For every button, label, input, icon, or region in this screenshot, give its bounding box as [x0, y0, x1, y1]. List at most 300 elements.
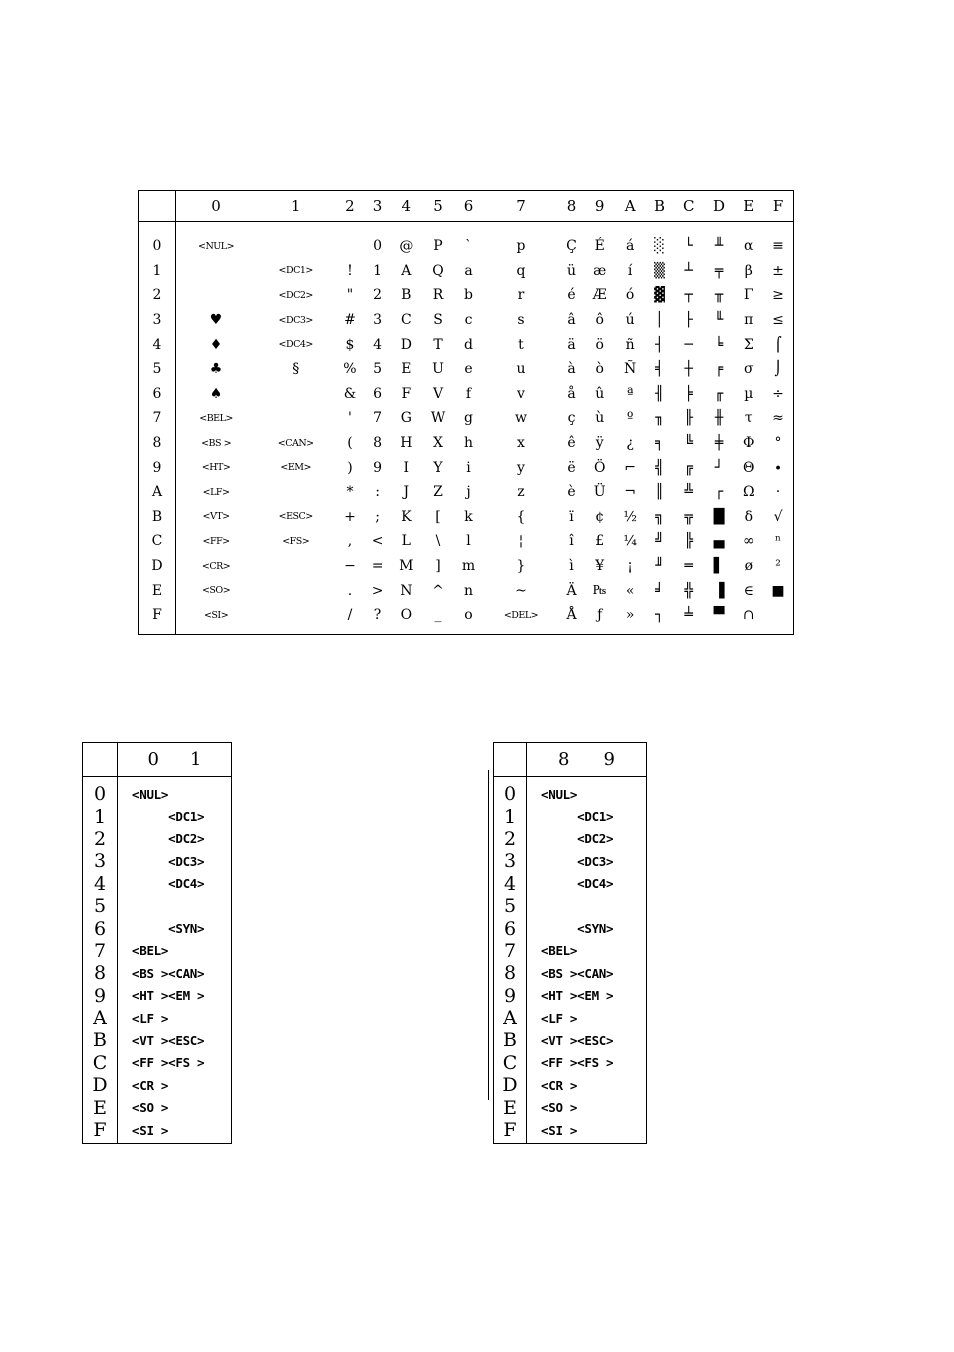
code-cell: w — [514, 410, 527, 427]
code-cell: ▄ — [713, 533, 725, 550]
column-header: B — [645, 191, 674, 222]
control-codes: <CR > — [132, 1077, 169, 1093]
code-cell: <FF> — [202, 535, 230, 547]
control-codes: <BEL> — [132, 943, 169, 959]
code-cell: d — [464, 336, 473, 353]
code-cell: g — [464, 410, 473, 427]
code-cell: ≈ — [772, 410, 784, 427]
code-cell: ┴ — [684, 262, 693, 279]
code-cell: ÷ — [772, 385, 784, 402]
code-cell: l — [466, 533, 471, 550]
table-row — [139, 308, 794, 333]
code-cell: Ä — [566, 582, 577, 599]
code-cell: σ — [744, 361, 754, 378]
code-cell: L — [401, 533, 411, 550]
code-cell: k — [464, 508, 473, 525]
code-cell: r — [517, 287, 525, 304]
code-cell: ≤ — [772, 312, 784, 329]
code-cell: ╪ — [714, 435, 724, 452]
column-header: 0 — [176, 191, 257, 222]
code-cell: } — [516, 558, 526, 575]
code-cell: t — [518, 336, 524, 353]
column-header: 8 — [558, 749, 570, 770]
row-header: 8 — [494, 962, 527, 984]
code-cell: <BEL> — [199, 412, 233, 424]
code-cell: ╠ — [684, 533, 693, 550]
code-cell: C — [400, 312, 412, 329]
code-cell: 1 — [373, 262, 383, 279]
table-row — [494, 1096, 647, 1118]
code-cell: <DC2> — [278, 289, 313, 301]
code-cell: Q — [432, 262, 444, 279]
code-cell: % — [343, 361, 357, 378]
row-header: 6 — [83, 917, 118, 939]
table-row — [83, 1029, 232, 1051]
code-cell: 6 — [373, 385, 383, 402]
code-cell: ┘ — [714, 459, 724, 476]
column-header-group — [527, 743, 647, 777]
code-cell: = — [371, 558, 384, 575]
code-cell: Σ — [743, 336, 754, 353]
column-header-row — [83, 743, 232, 777]
code-cell: ╞ — [684, 385, 693, 402]
row-header: 8 — [83, 962, 118, 984]
code-cell: \ — [435, 533, 441, 550]
row-header: A — [139, 480, 176, 505]
code-cell: <NUL> — [198, 240, 235, 252]
row-header: 7 — [139, 406, 176, 431]
table-row — [83, 962, 232, 984]
code-cell: û — [595, 385, 605, 402]
table-row — [139, 455, 794, 480]
table-row — [494, 917, 647, 939]
table-row — [494, 1119, 647, 1144]
code-cell: ê — [567, 435, 576, 452]
code-cell: ▓ — [654, 287, 665, 304]
control-codes: <FF ><FS > — [132, 1055, 205, 1071]
code-cell: █ — [713, 508, 725, 525]
code-cell: § — [292, 361, 300, 378]
code-cell: ╘ — [714, 336, 724, 353]
code-cell — [256, 406, 335, 431]
table-row — [494, 850, 647, 872]
code-cell: ┌ — [714, 484, 724, 501]
code-cell: s — [517, 312, 525, 329]
code-cell: ¦ — [518, 533, 524, 550]
table-row — [139, 578, 794, 603]
code-cell: ¡ — [627, 558, 633, 575]
code-cell: ä — [567, 336, 576, 353]
column-header: A — [615, 191, 645, 222]
code-cell: ± — [772, 262, 784, 279]
row-header: C — [83, 1052, 118, 1074]
control-code-table-0-1 — [82, 742, 232, 1144]
control-codes: <VT ><ESC> — [132, 1032, 205, 1048]
column-header: D — [704, 191, 735, 222]
control-codes: <DC3> — [541, 853, 614, 869]
table-row — [83, 1096, 232, 1118]
table-row — [139, 505, 794, 530]
column-header: 9 — [584, 191, 615, 222]
code-cell: ┼ — [684, 361, 693, 378]
row-header: 3 — [494, 850, 527, 872]
code-cell: Γ — [743, 287, 754, 304]
code-cell: ] — [435, 558, 441, 575]
code-cell: ╓ — [714, 385, 724, 402]
code-cell: µ — [744, 385, 754, 402]
row-header: 0 — [494, 777, 527, 806]
code-cell: X — [433, 435, 443, 452]
code-cell: ▀ — [713, 607, 725, 624]
row-header: 7 — [83, 940, 118, 962]
table-corner-cell — [83, 743, 118, 777]
code-cell: / — [347, 607, 353, 624]
code-cell: @ — [399, 238, 414, 255]
code-cell — [256, 578, 335, 603]
code-cell: ¬ — [624, 484, 636, 501]
code-cell: ╬ — [684, 582, 693, 599]
code-cell: <CAN> — [277, 437, 314, 449]
table-row — [139, 259, 794, 284]
code-cell: ╫ — [714, 410, 724, 427]
row-header: 5 — [139, 357, 176, 382]
code-cell — [256, 480, 335, 505]
code-cell: ï — [569, 508, 574, 525]
code-cell: V — [432, 385, 444, 402]
row-header: 1 — [139, 259, 176, 284]
code-cell: Ö — [593, 459, 606, 476]
table-row — [83, 917, 232, 939]
code-cell: 2 — [373, 287, 383, 304]
code-cell — [176, 283, 257, 308]
table-row — [83, 1074, 232, 1096]
control-codes: <SYN> — [541, 921, 614, 937]
code-cell: ▌ — [713, 558, 725, 575]
code-cell: ┬ — [684, 287, 693, 304]
row-header: 3 — [139, 308, 176, 333]
row-header: 0 — [83, 777, 118, 806]
table-row — [83, 940, 232, 962]
code-cell: Ü — [593, 484, 606, 501]
code-cell: î — [569, 533, 574, 550]
code-cell: ▒ — [654, 262, 665, 279]
code-cell: + — [344, 508, 356, 525]
code-cell: ' — [348, 410, 352, 427]
control-codes: <BEL> — [541, 943, 578, 959]
code-cell: 9 — [373, 459, 383, 476]
column-header: F — [763, 191, 793, 222]
code-cell: * — [346, 484, 354, 501]
row-header: D — [83, 1074, 118, 1096]
code-cell: Y — [433, 459, 443, 476]
control-codes: <NUL> — [541, 786, 578, 802]
control-codes: <DC4> — [132, 876, 205, 892]
row-header: D — [139, 554, 176, 579]
code-cell: ⌠ — [774, 336, 782, 353]
code-cell: É — [594, 238, 605, 255]
code-cell: ≡ — [772, 238, 784, 255]
code-cell: ₧ — [592, 582, 607, 599]
code-cell: ! — [347, 262, 353, 279]
row-header: 2 — [494, 828, 527, 850]
code-cell: <FS> — [282, 535, 310, 547]
code-cell: Z — [433, 484, 443, 501]
control-code-table-body — [83, 777, 232, 1144]
code-cell: √ — [773, 508, 783, 525]
code-cell: δ — [744, 508, 753, 525]
code-cell: Ñ — [624, 361, 637, 378]
table-row — [494, 1074, 647, 1096]
code-cell: £ — [595, 533, 605, 550]
row-header: 6 — [494, 917, 527, 939]
row-header: F — [139, 603, 176, 634]
table-row — [83, 1119, 232, 1144]
code-cell — [256, 222, 335, 259]
code-cell: ╒ — [714, 361, 724, 378]
code-cell: Ω — [742, 484, 755, 501]
code-cell: <EM> — [280, 462, 311, 474]
code-cell: ) — [347, 459, 353, 476]
code-cell: A — [401, 262, 412, 279]
table-row — [83, 1052, 232, 1074]
column-header: 7 — [483, 191, 559, 222]
row-header: 2 — [83, 828, 118, 850]
code-cell: " — [346, 287, 354, 304]
table-row — [83, 805, 232, 827]
code-cell: ╜ — [655, 558, 664, 575]
code-cell: ┤ — [655, 336, 664, 353]
code-cell: ╦ — [684, 508, 693, 525]
character-code-table — [138, 190, 794, 635]
code-cell: β — [744, 262, 753, 279]
code-cell: u — [516, 361, 526, 378]
row-header: 4 — [494, 873, 527, 895]
control-code-table-body — [494, 777, 647, 1144]
code-cell: ü — [567, 262, 577, 279]
code-cell: E — [401, 361, 412, 378]
code-cell: ╨ — [714, 238, 724, 255]
code-cell: ø — [744, 558, 753, 575]
code-cell: ö — [595, 336, 604, 353]
row-header: B — [494, 1029, 527, 1051]
code-cell: ≥ — [772, 287, 784, 304]
code-cell: » — [625, 607, 635, 624]
code-cell: è — [567, 484, 576, 501]
column-header: 2 — [335, 191, 364, 222]
code-cell: . — [347, 582, 353, 599]
control-codes: <SI > — [541, 1122, 578, 1138]
code-cell: Æ — [592, 287, 607, 304]
table-row — [83, 873, 232, 895]
table-row — [139, 529, 794, 554]
row-header: 5 — [83, 895, 118, 917]
code-cell: P — [433, 238, 443, 255]
row-header: E — [494, 1096, 527, 1118]
column-header: 5 — [422, 191, 454, 222]
code-cell: á — [625, 238, 635, 255]
code-cell: └ — [684, 238, 693, 255]
row-header: A — [494, 1007, 527, 1029]
table-row — [83, 1007, 232, 1029]
code-cell: ─ — [684, 336, 693, 353]
code-cell: e — [464, 361, 473, 378]
code-cell: J — [403, 484, 410, 501]
table-row — [83, 895, 232, 917]
code-cell: Ç — [566, 238, 577, 255]
row-header: 7 — [494, 940, 527, 962]
code-cell: ═ — [684, 558, 693, 575]
code-cell: ∞ — [742, 533, 755, 550]
code-cell: ; — [375, 508, 380, 525]
code-cell: W — [430, 410, 446, 427]
code-cell: α — [744, 238, 754, 255]
code-cell: ⁿ — [775, 533, 782, 550]
row-header: 9 — [139, 455, 176, 480]
code-cell: ▐ — [713, 582, 725, 599]
table-row — [494, 873, 647, 895]
code-cell: ¥ — [595, 558, 605, 575]
table-row — [494, 1029, 647, 1051]
code-cell: D — [400, 336, 412, 353]
code-cell: ╝ — [655, 533, 664, 550]
control-code-table-8-9 — [493, 742, 647, 1144]
code-cell: ╥ — [714, 287, 724, 304]
code-cell: [ — [435, 508, 441, 525]
code-cell: à — [567, 361, 576, 378]
code-cell: ì — [569, 558, 574, 575]
code-cell: · — [775, 484, 781, 501]
control-codes: <HT ><EM > — [132, 988, 205, 1004]
code-cell — [256, 554, 335, 579]
code-cell: ¢ — [595, 508, 605, 525]
row-header: 0 — [139, 222, 176, 259]
row-header: 4 — [139, 332, 176, 357]
code-cell: â — [567, 312, 576, 329]
row-header: 8 — [139, 431, 176, 456]
code-cell: B — [401, 287, 412, 304]
table-row — [83, 850, 232, 872]
table-row — [139, 406, 794, 431]
row-header: B — [139, 505, 176, 530]
control-codes: <SI > — [132, 1122, 169, 1138]
row-header: E — [83, 1096, 118, 1118]
code-cell: <DEL> — [503, 609, 539, 621]
code-cell: p — [516, 238, 526, 255]
control-codes: <NUL> — [132, 786, 169, 802]
row-header: 9 — [494, 985, 527, 1007]
row-header: 9 — [83, 985, 118, 1007]
control-codes: <SO > — [541, 1100, 578, 1116]
code-cell: ╣ — [655, 459, 664, 476]
code-cell: Å — [566, 607, 577, 624]
code-cell — [256, 382, 335, 407]
code-cell: U — [432, 361, 444, 378]
control-codes: <VT ><ESC> — [541, 1032, 614, 1048]
code-cell: I — [403, 459, 410, 476]
code-cell: ÿ — [595, 435, 604, 452]
code-cell: K — [401, 508, 412, 525]
code-cell: ╡ — [655, 361, 664, 378]
code-cell: x — [517, 435, 525, 452]
table-row — [139, 431, 794, 456]
code-cell: $ — [345, 336, 355, 353]
code-cell: ╗ — [655, 508, 664, 525]
code-cell: Θ — [743, 459, 755, 476]
control-codes: <BS ><CAN> — [132, 965, 205, 981]
row-header: B — [83, 1029, 118, 1051]
code-cell: ú — [625, 312, 635, 329]
control-codes: <BS ><CAN> — [541, 965, 614, 981]
control-codes: <DC1> — [541, 809, 614, 825]
code-cell: ° — [774, 435, 782, 452]
code-cell: ╟ — [684, 410, 693, 427]
control-codes: <DC1> — [132, 809, 205, 825]
code-cell: ⌐ — [624, 459, 636, 476]
column-header: 1 — [190, 749, 202, 770]
table-corner-cell — [494, 743, 527, 777]
control-codes: <CR > — [541, 1077, 578, 1093]
table-row — [139, 554, 794, 579]
code-cell: ¼ — [623, 533, 637, 550]
code-cell: ` — [465, 238, 473, 255]
code-cell: 0 — [373, 238, 383, 255]
code-cell: <DC4> — [278, 339, 313, 351]
margin-line — [488, 770, 489, 1100]
table-row — [139, 332, 794, 357]
code-cell: ╔ — [684, 459, 693, 476]
code-cell: ╚ — [684, 435, 693, 452]
column-header: 4 — [391, 191, 423, 222]
code-cell: ù — [595, 410, 605, 427]
code-cell: > — [371, 582, 384, 599]
row-header: F — [83, 1119, 118, 1144]
code-cell: f — [465, 385, 472, 402]
table-row — [139, 480, 794, 505]
column-header: 1 — [256, 191, 335, 222]
control-codes: <SO > — [132, 1100, 169, 1116]
code-cell: ⌡ — [774, 361, 782, 378]
code-cell: ╧ — [684, 607, 693, 624]
code-cell: ♣ — [209, 361, 223, 378]
code-cell: <DC3> — [278, 314, 313, 326]
code-cell: ô — [595, 312, 604, 329]
code-cell: <BS > — [201, 437, 232, 449]
code-cell: S — [433, 312, 443, 329]
code-cell: 8 — [373, 435, 383, 452]
control-codes: <LF > — [541, 1010, 578, 1026]
row-header: C — [139, 529, 176, 554]
code-cell: ƒ — [597, 607, 603, 624]
code-cell: ½ — [623, 508, 637, 525]
code-cell: ╙ — [714, 312, 724, 329]
table-row — [139, 222, 794, 259]
code-cell: T — [433, 336, 443, 353]
control-codes: <DC2> — [132, 831, 205, 847]
row-header: 4 — [83, 873, 118, 895]
code-cell: ♦ — [209, 336, 223, 353]
code-cell: ñ — [625, 336, 635, 353]
table-row — [83, 828, 232, 850]
code-cell: ó — [625, 287, 635, 304]
code-cell: <LF> — [202, 486, 230, 498]
column-header: 0 — [147, 749, 159, 770]
code-cell: _ — [434, 607, 442, 624]
code-cell: G — [400, 410, 412, 427]
row-header: 6 — [139, 382, 176, 407]
table-row — [139, 357, 794, 382]
code-cell: M — [399, 558, 414, 575]
table-row — [139, 283, 794, 308]
